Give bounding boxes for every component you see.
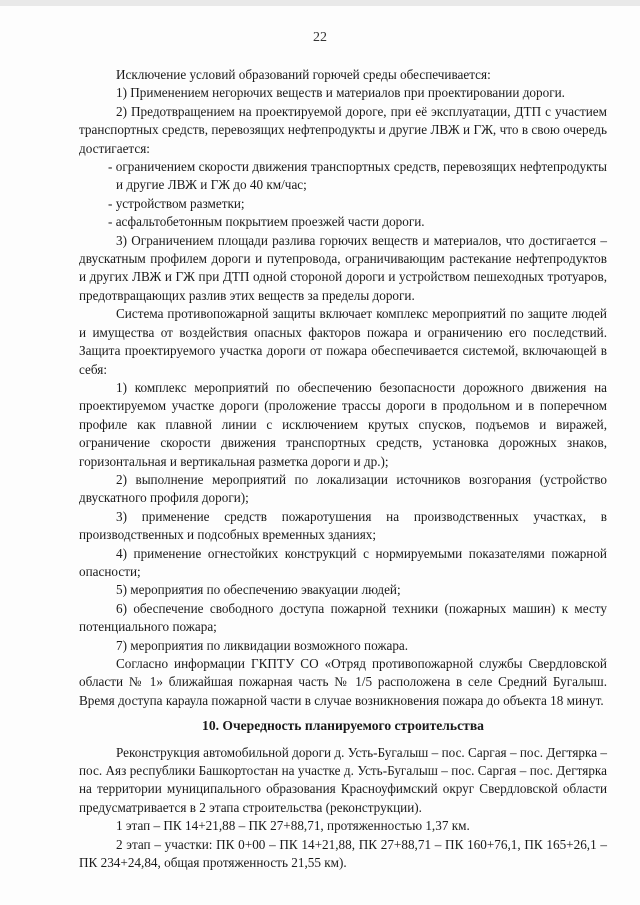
paragraph: 2) выполнение мероприятий по локализации источников возгорания (устройство двускатного профиля дороги); (79, 471, 607, 506)
paragraph: 1) комплекс мероприятий по обеспечению безопасности дорожного движения на проектируемом участке дороги (проложение трассы дороги в продольном и в поперечном профиле как плавной линии с исключением крутых спусков, подъемов и виражей, ограничение скорости движения транспортных средств, установка дорожных знаков, горизонтальная и вертикальная разметка дороги и др.); (79, 379, 607, 469)
body-paragraphs (79, 66, 607, 710)
paragraph: - устройством разметки; (108, 195, 245, 211)
paragraph: 4) применение огнестойких конструкций с нормируемыми показателями пожарной опасности; (79, 545, 607, 579)
paragraph: 2 этап – участки: ПК 0+00 – ПК 14+21,88, ПК 27+88,71 – ПК 160+76,1, ПК 165+26,1 – ПК 234+24,84, общая протяженность 21,55 км). (79, 836, 607, 871)
page-number: 22 (313, 30, 327, 45)
paragraph: - асфальтобетонным покрытием проезжей части дороги. (108, 214, 425, 230)
paragraph: - ограничением скорости движения транспортных средств, перевозящих нефтепродукты и другие ЛВЖ и ГЖ до 40 км/час; (108, 159, 607, 193)
paragraph: Исключение условий образований горючей среды обеспечивается: (116, 67, 491, 82)
paragraph: 6) обеспечение свободного доступа пожарной техники (пожарных машин) к месту потенциального пожара; (79, 600, 607, 635)
page-body (79, 66, 607, 872)
paragraph: 3) Ограничением площади разлива горючих веществ и материалов, что достигается – двускатным профилем дороги и путепровода, ограничивающим растекание нефтепродуктов и других ЛВЖ и ГЖ при ДТП одной стороной дороги и устройством пешеходных тротуаров, предотвращающих разлив этих веществ за пределы дороги. (79, 232, 607, 303)
paragraph: 7) мероприятия по ликвидации возможного пожара. (116, 637, 409, 653)
paragraph: 3) применение средств пожаротушения на производственных участках, в производственных и подсобных временных зданиях; (79, 508, 607, 543)
paragraph: 1) Применением негорючих веществ и материалов при проектировании дороги. (116, 85, 565, 101)
paragraph: 2) Предотвращением на проектируемой дороге, при её эксплуатации, ДТП с участием транспортных средств, перевозящих нефтепродукты и другие ЛВЖ и ГЖ, что в свою очередь достигается: (79, 103, 607, 156)
paragraph: Реконструкция автомобильной дороги д. Усть-Бугалыш – пос. Саргая – пос. Дегтярка – пос. Аяз республики Башкортостан на участке д. Усть-Бугалыш – пос. Саргая – пос. Дегтярка на территории муниципального образования Красноуфимский округ Свердловской области предусматривается в 2 этапа строительства (реконструкции). (79, 744, 607, 815)
paragraph: 5) мероприятия по обеспечению эвакуации людей; (116, 582, 401, 598)
paragraph: 1 этап – ПК 14+21,88 – ПК 27+88,71, протяженностью 1,37 км. (116, 818, 470, 834)
paragraph: Система противопожарной защиты включает комплекс мероприятий по защите людей и имущества от воздействия опасных факторов пожара и ограничению его последствий. Защита проектируемого участка дороги от пожара обеспечивается системой, включающей в себя: (79, 306, 607, 377)
scan-top-edge (0, 0, 640, 6)
section-paragraphs (79, 744, 607, 873)
section-heading: 10. Очередность планируемого строительства (202, 718, 484, 734)
paragraph: Согласно информации ГКПТУ СО «Отряд противопожарной службы Свердловской области № 1» ближайшая пожарная часть № 1/5 расположена в селе Средний Бугалыш. Время доступа караула пожарной части в случае возникновения пожара до объекта 18 минут. (79, 656, 607, 708)
